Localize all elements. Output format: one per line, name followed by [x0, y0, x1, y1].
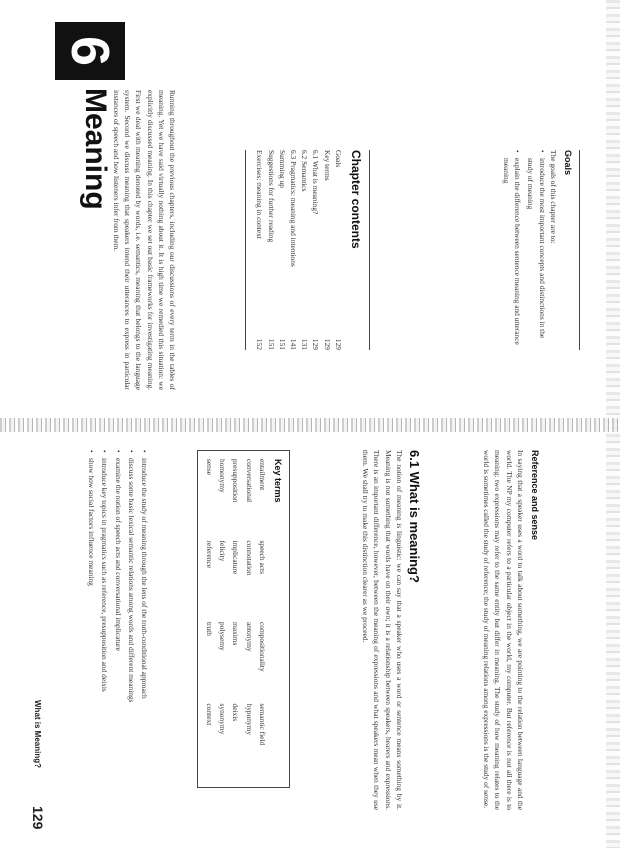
chapter-intro-text: Running throughout the previous chapters, including our discussions of every term in the tables of meaning. Yet we have said virtually nothing about it. It is high time we remedied this situation: we explicitly discussed meaning. In this chapter we set out basic frameworks for investigating meaning. First we deal with meaning denoted by words, i.e. semantics, meaning that belongs to the language system. Second we discuss meaning that speakers intend their utterances to express in particular instances of speech and how listeners infer from them.: [111, 90, 177, 390]
toc-row[interactable]: [254, 150, 265, 350]
key-terms-heading: Key terms: [273, 459, 283, 503]
key-term: truth: [204, 622, 214, 636]
contents-heading: Chapter contents: [349, 150, 363, 249]
toc-page: 151: [266, 338, 276, 350]
toc-label: 6.3 Pragmatics: meaning and intentions: [288, 150, 298, 267]
goals-heading: Goals: [563, 150, 573, 176]
key-term: maxims: [231, 622, 241, 646]
key-term: entailment: [257, 459, 267, 491]
section-heading: 6.1 What is meaning?: [407, 450, 422, 583]
key-term: context: [204, 703, 214, 726]
toc-label: Suggestions for further reading: [266, 150, 276, 243]
key-term: synonymy: [218, 703, 228, 735]
key-terms-grid: [204, 459, 268, 779]
key-term: compositionality: [257, 622, 267, 672]
toc-label: Key terms: [322, 150, 332, 181]
goals-continued: [84, 450, 150, 780]
toc-label: 6.2 Semantics: [300, 150, 310, 192]
subsection-heading: Reference and sense: [530, 450, 540, 541]
goal-bullet: • show how social factors influence meaning: [86, 450, 97, 780]
goals-box: [499, 150, 580, 350]
key-term: connotation: [244, 540, 254, 576]
toc-row[interactable]: [321, 150, 332, 350]
key-term: speech acts: [257, 540, 267, 574]
goal-bullet: • introduce the study of meaning through the lens of the truth-conditional approach: [139, 450, 150, 780]
toc-row[interactable]: [310, 150, 321, 350]
running-head: What is Meaning?: [33, 700, 42, 768]
toc-page: 129: [311, 338, 321, 350]
chapter-intro: [111, 90, 178, 390]
key-term: felicity: [218, 540, 228, 562]
toc-label: 6.1 What is meaning?: [311, 150, 321, 215]
toc-row[interactable]: [288, 150, 299, 350]
goal-bullet: • discuss some basic lexical semantic relations among words and different meanings: [126, 450, 137, 780]
key-term: antonymy: [244, 622, 254, 652]
goal-item: • introduce the most important concepts and distinctions in the study of meaning: [525, 150, 547, 350]
toc-page: 129: [333, 338, 343, 350]
toc-row[interactable]: [277, 150, 288, 350]
key-term: semantic field: [257, 703, 267, 746]
chapter-number-badge: 6: [55, 22, 125, 80]
goal-item: • explain the difference between sentence meaning and utterance meaning: [501, 150, 523, 350]
key-term: presupposition: [231, 459, 241, 503]
key-term: deixis: [231, 703, 241, 722]
chapter-title: Meaning: [79, 88, 112, 210]
chapter-contents: [245, 150, 370, 350]
toc-page: 151: [277, 338, 287, 350]
page-number: 129: [30, 806, 46, 830]
subsection-reference-sense: [481, 450, 540, 810]
toc-label: Summing up: [277, 150, 287, 188]
toc-page: 141: [288, 338, 298, 350]
key-term: conversational: [244, 459, 254, 503]
goal-bullet: • examine the notion of speech acts and conversational implicature: [112, 450, 123, 780]
toc-page: 129: [322, 338, 332, 350]
key-term: polysemy: [218, 622, 228, 651]
key-term: sense: [204, 459, 214, 476]
key-term: homonymy: [218, 459, 228, 493]
toc-page: 131: [300, 338, 310, 350]
toc-row[interactable]: [299, 150, 310, 350]
toc-label: Exercises: meaning in context: [255, 150, 265, 239]
key-term: implicature: [231, 540, 241, 575]
toc-row[interactable]: [265, 150, 276, 350]
section-6-1: [360, 450, 420, 810]
key-terms-box: [197, 450, 290, 788]
toc-page: 152: [255, 338, 265, 350]
toc-row[interactable]: [333, 150, 344, 350]
toc-label: Goals: [333, 150, 343, 168]
page-gutter: [0, 418, 620, 432]
subsection-text: In saying that a speaker uses a word to talk about something, we are pointing to the relation between language and the world. The NP my computer refers to a particular object in the world, my computer. But reference is not all there is to meaning: two expressions may refer to the same entity but differ in meaning. The study of how meaning relates to the world is sometimes called the study of reference; the study of meaning relations among expressions is the study of sense.: [482, 450, 525, 810]
goals-lead: The goals of this chapter are to:: [548, 150, 558, 244]
key-term: hyponymy: [244, 703, 254, 736]
section-text: The notion of meaning is linguistic: we can say that a speaker who uses a word or sentence means something by it. Meaning is not something that words have on their own; it is a relationship between speakers, hearers and expressions. There is an important difference, however, between the meaning of expressions and what speakers mean when they use them. We shall try to make this distinction clearer as we proceed.: [361, 450, 404, 810]
goal-bullet: • introduce key topics in pragmatics such as reference, presupposition and deixis: [99, 450, 110, 780]
key-term: reference: [204, 540, 214, 568]
